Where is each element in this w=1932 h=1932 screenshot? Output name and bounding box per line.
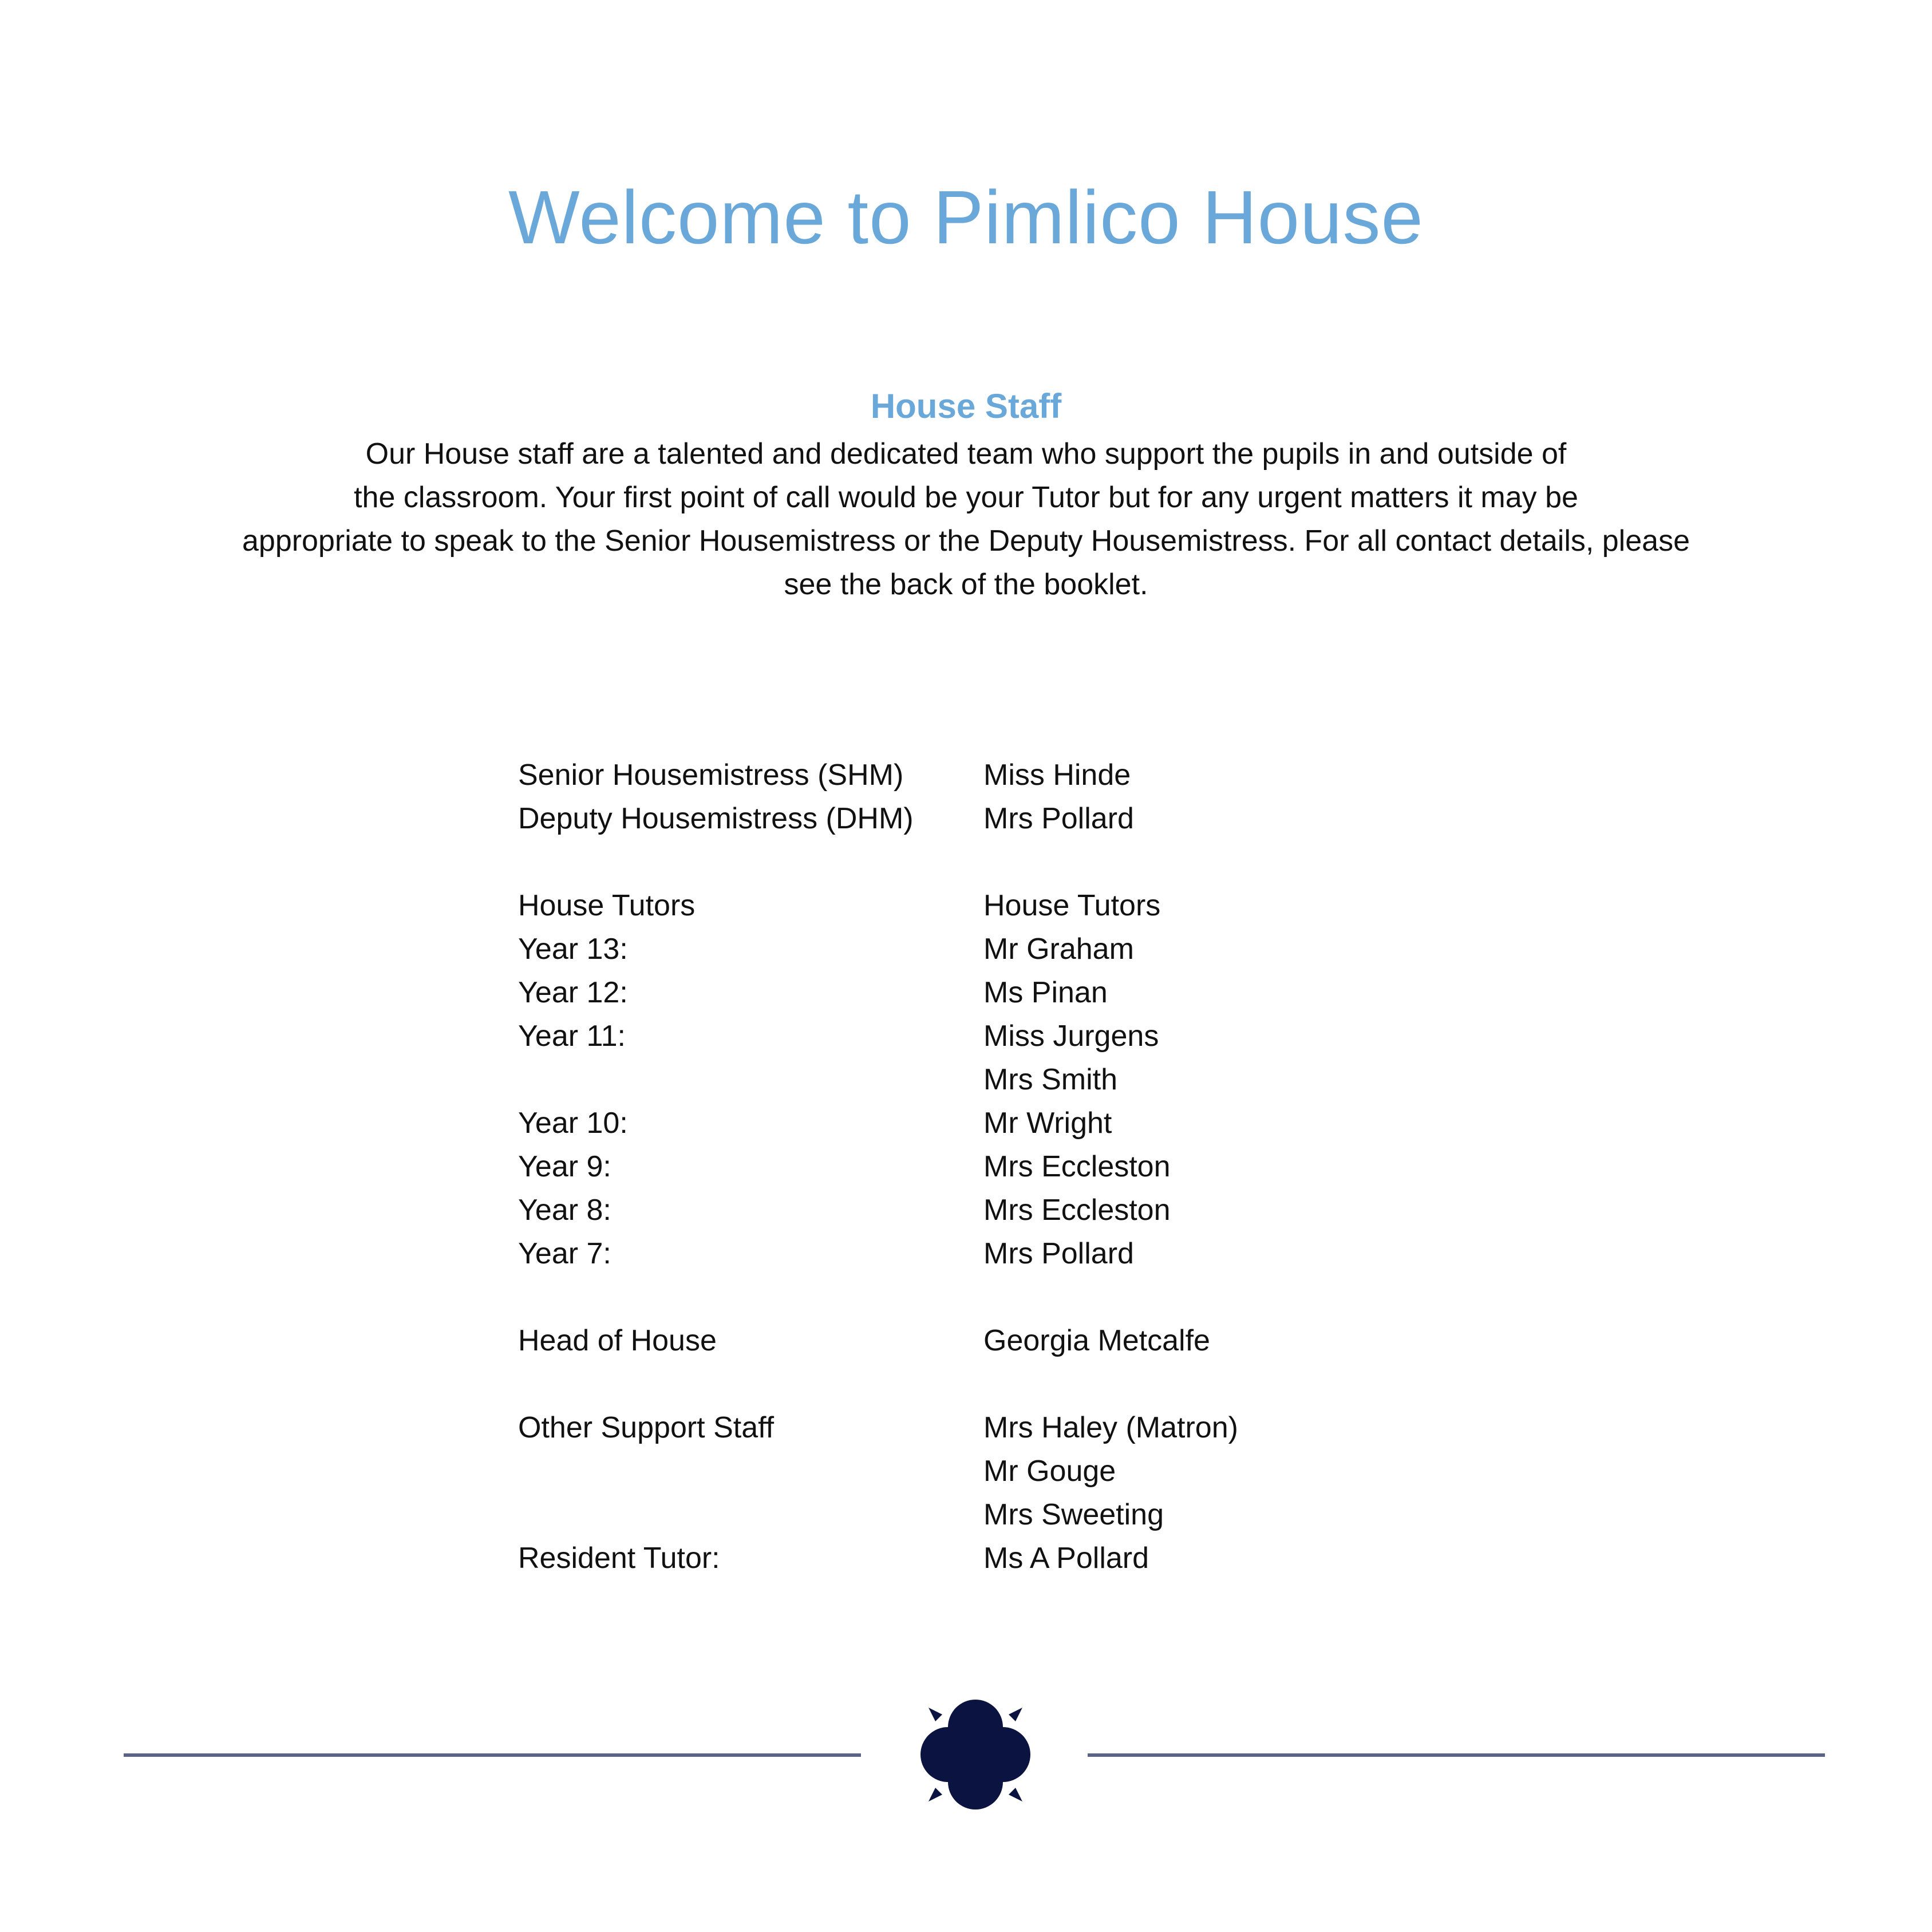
- staff-role: Year 13:: [518, 933, 628, 966]
- intro-paragraph: [172, 432, 1760, 606]
- staff-row: [518, 884, 1491, 927]
- staff-role: Senior Housemistress (SHM): [518, 758, 904, 792]
- staff-row: [518, 1101, 1491, 1145]
- intro-line: see the back of the booklet.: [784, 568, 1148, 601]
- staff-role: Year 8:: [518, 1194, 611, 1227]
- staff-role: [518, 1058, 983, 1101]
- staff-name: Ms Pinan: [983, 976, 1108, 1009]
- staff-name: Mrs Pollard: [983, 1237, 1134, 1270]
- staff-name: Georgia Metcalfe: [983, 1324, 1210, 1357]
- quatrefoil-icon: [912, 1692, 1038, 1818]
- divider-left: [124, 1753, 861, 1757]
- staff-row: [518, 1014, 1491, 1058]
- staff-name: Mrs Pollard: [983, 802, 1134, 835]
- staff-role: Year 7:: [518, 1237, 611, 1270]
- staff-role: [518, 1449, 983, 1493]
- staff-row: [518, 753, 1491, 797]
- staff-row: [518, 1188, 1491, 1232]
- staff-name: House Tutors: [983, 889, 1161, 922]
- staff-name: Ms A Pollard: [983, 1542, 1149, 1575]
- staff-name: Mrs Smith: [983, 1063, 1117, 1096]
- page-title: Welcome to Pimlico House: [508, 175, 1424, 259]
- staff-role: Head of House: [518, 1324, 717, 1357]
- staff-row: [518, 927, 1491, 971]
- staff-role: [518, 1493, 983, 1536]
- staff-name: Mr Wright: [983, 1107, 1112, 1140]
- staff-row: [518, 1232, 1491, 1275]
- staff-role: Year 9:: [518, 1150, 611, 1183]
- intro-line: Our House staff are a talented and dedicated team who support the pupils in and outside of: [365, 437, 1567, 471]
- staff-row: [518, 1406, 1491, 1449]
- staff-row: [518, 1449, 1491, 1493]
- staff-row: [518, 1058, 1491, 1101]
- staff-name: Mrs Eccleston: [983, 1194, 1171, 1227]
- staff-role: House Tutors: [518, 889, 696, 922]
- staff-name: Miss Jurgens: [983, 1020, 1159, 1053]
- staff-name: Mrs Sweeting: [983, 1498, 1164, 1531]
- staff-role: Year 10:: [518, 1107, 628, 1140]
- staff-list: [518, 753, 1491, 1580]
- staff-name: Mr Gouge: [983, 1455, 1116, 1488]
- staff-name: Mr Graham: [983, 933, 1134, 966]
- staff-name: Mrs Eccleston: [983, 1150, 1171, 1183]
- staff-row: [518, 1319, 1491, 1362]
- intro-line: appropriate to speak to the Senior Housemistress or the Deputy Housemistress. For all contact details, please: [242, 524, 1690, 558]
- staff-role: Year 11:: [518, 1020, 626, 1053]
- staff-row: [518, 971, 1491, 1014]
- staff-name: Mrs Haley (Matron): [983, 1411, 1238, 1444]
- staff-row: [518, 1493, 1491, 1536]
- staff-row: [518, 1536, 1491, 1580]
- staff-role: Other Support Staff: [518, 1411, 775, 1444]
- section-heading: House Staff: [870, 387, 1062, 425]
- staff-name: Miss Hinde: [983, 758, 1131, 792]
- staff-role: Resident Tutor:: [518, 1542, 720, 1575]
- staff-row: [518, 1145, 1491, 1188]
- staff-row: [518, 797, 1491, 840]
- intro-line: the classroom. Your first point of call would be your Tutor but for any urgent matters it may be: [354, 481, 1578, 514]
- staff-role: Year 12:: [518, 976, 628, 1009]
- staff-role: Deputy Housemistress (DHM): [518, 802, 914, 835]
- divider-right: [1088, 1753, 1825, 1757]
